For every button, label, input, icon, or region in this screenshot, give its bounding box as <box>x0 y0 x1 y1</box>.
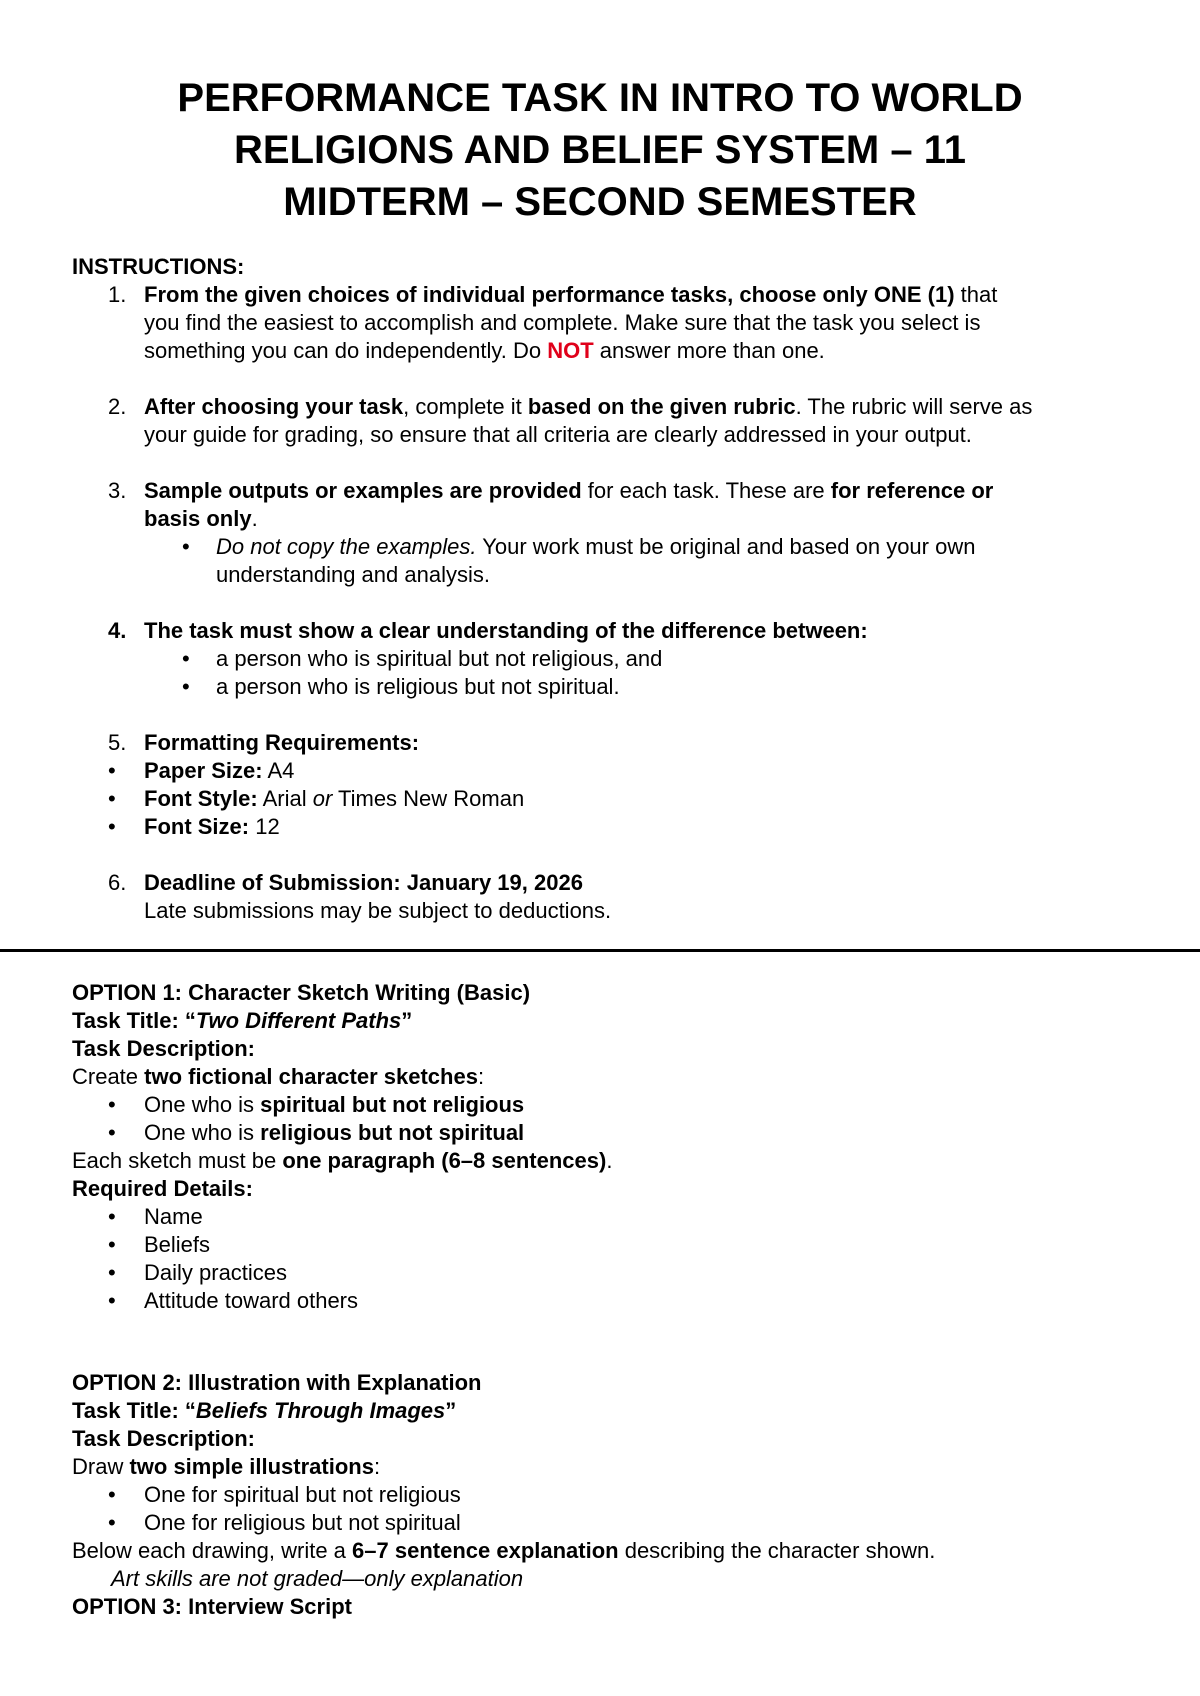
instruction-1-line-3b: answer more than one. <box>593 338 825 363</box>
option-2-bullet-2: One for religious but not spiritual <box>144 1510 461 1535</box>
instruction-4-bullet-2: a person who is religious but not spiritual. <box>216 674 620 699</box>
option-2-below-line <box>72 1537 935 1565</box>
option-1-each-line <box>72 1147 612 1175</box>
option-1-b2b: religious but not spiritual <box>260 1120 525 1145</box>
option-1-required-label: Required Details: <box>72 1176 253 1201</box>
paper-size-label: Paper Size: <box>144 758 263 783</box>
option-2-below-c: describing the character shown. <box>618 1538 936 1563</box>
option-1-bullet-2 <box>144 1119 524 1147</box>
font-style-or: or <box>312 786 333 811</box>
instruction-2-text-1: , complete it <box>403 394 528 419</box>
instruction-1-not-emphasis: NOT <box>547 338 594 363</box>
bullet-icon <box>108 813 116 841</box>
option-1-create-c: : <box>477 1064 485 1089</box>
instruction-1-line-3a: something you can do independently. Do <box>144 338 548 363</box>
font-style-value-1: Arial <box>257 786 313 811</box>
option-1-bullet-1 <box>144 1091 524 1119</box>
instruction-5-number: 5. <box>108 730 127 755</box>
option-2-draw-c: : <box>373 1454 381 1479</box>
option-2-below-b: 6–7 sentence explanation <box>352 1538 619 1563</box>
instruction-3-sub-rest: Your work must be original and based on your own <box>476 534 976 559</box>
option-2-title-label: Task Title: “ <box>72 1398 196 1423</box>
option-1-title-label: Task Title: “ <box>72 1008 196 1033</box>
bullet-icon <box>182 673 190 701</box>
instruction-2-line-1 <box>144 393 1032 421</box>
instruction-3-number: 3. <box>108 478 127 503</box>
formatting-heading: Formatting Requirements: <box>144 730 420 755</box>
font-size-value: 12 <box>249 814 280 839</box>
bullet-icon <box>108 1119 116 1147</box>
instruction-1-bold: From the given choices of individual performance tasks, choose only ONE (1) <box>144 282 955 307</box>
bullet-icon <box>182 533 190 561</box>
font-size-line <box>144 813 280 841</box>
instruction-4-number: 4. <box>108 618 127 643</box>
instruction-4-bullet-1: a person who is spiritual but not religious, and <box>216 646 663 671</box>
document-title <box>0 72 1200 228</box>
option-1-detail-1: Name <box>144 1204 203 1229</box>
instruction-2-number: 2. <box>108 394 127 419</box>
option-2-note: Art skills are not graded—only explanation <box>111 1566 524 1591</box>
option-2-draw-a: Draw <box>72 1454 130 1479</box>
option-1-detail-4: Attitude toward others <box>144 1288 359 1313</box>
option-2-below-a: Below each drawing, write a <box>72 1538 353 1563</box>
option-1-each-a: Each sketch must be <box>72 1148 283 1173</box>
option-3-heading: OPTION 3: Interview Script <box>72 1594 352 1619</box>
instruction-3-text-1: for each task. These are <box>581 478 831 503</box>
instruction-1-number: 1. <box>108 282 127 307</box>
instruction-3-line-2 <box>144 505 258 533</box>
option-2-title-end: ” <box>445 1398 457 1423</box>
instruction-4-text: The task must show a clear understanding of the difference between: <box>144 618 868 643</box>
option-1-description-label: Task Description: <box>72 1036 255 1061</box>
bullet-icon <box>182 645 190 673</box>
instruction-2-bold-2: based on the given rubric <box>527 394 796 419</box>
instruction-3-bold-2: for reference or <box>830 478 994 503</box>
font-style-value-2: Times New Roman <box>332 786 525 811</box>
instruction-3-italic: Do not copy the examples. <box>216 534 477 559</box>
bullet-icon <box>108 757 116 785</box>
paper-size-value: A4 <box>262 758 295 783</box>
option-1-each-b: one paragraph (6–8 sentences) <box>282 1148 607 1173</box>
option-1-task-title <box>72 1007 412 1035</box>
option-1-create-line <box>72 1063 484 1091</box>
bullet-icon <box>108 1287 116 1315</box>
title-line-3: MIDTERM – SECOND SEMESTER <box>283 180 917 224</box>
option-1-heading: OPTION 1: Character Sketch Writing (Basic) <box>72 980 531 1005</box>
instruction-1-line-3 <box>144 337 825 365</box>
bullet-icon <box>108 1091 116 1119</box>
bullet-icon <box>108 1231 116 1259</box>
title-line-1: PERFORMANCE TASK IN INTRO TO WORLD <box>177 76 1023 120</box>
option-2-draw-b: two simple illustrations <box>129 1454 374 1479</box>
option-2-task-title <box>72 1397 456 1425</box>
paper-size-line <box>144 757 294 785</box>
bullet-icon <box>108 1259 116 1287</box>
option-1-create-b: two fictional character sketches <box>144 1064 478 1089</box>
instruction-1-line-2: you find the easiest to accomplish and complete. Make sure that the task you select is <box>144 310 981 335</box>
title-line-2: RELIGIONS AND BELIEF SYSTEM – 11 <box>234 128 966 172</box>
instructions-heading: INSTRUCTIONS: <box>72 254 245 279</box>
instruction-2-line-2: your guide for grading, so ensure that all criteria are clearly addressed in your output. <box>144 422 972 447</box>
instruction-2-bold-1: After choosing your task <box>144 394 404 419</box>
option-2-title-value: Beliefs Through Images <box>195 1398 446 1423</box>
option-1-detail-3: Daily practices <box>144 1260 288 1285</box>
instruction-1-line-1 <box>144 281 997 309</box>
instruction-3-basis-only: basis only <box>144 506 252 531</box>
instruction-6-number: 6. <box>108 870 127 895</box>
option-2-draw-line <box>72 1453 380 1481</box>
instruction-2-text-2: . The rubric will serve as <box>795 394 1033 419</box>
option-1-b1b: spiritual but not religious <box>260 1092 525 1117</box>
bullet-icon <box>108 785 116 813</box>
option-1-b1a: One who is <box>144 1092 261 1117</box>
instruction-1-rest: that <box>954 282 998 307</box>
option-2-bullet-1: One for spiritual but not religious <box>144 1482 461 1507</box>
option-1-create-a: Create <box>72 1064 145 1089</box>
instruction-3-sub-line-1 <box>216 533 975 561</box>
section-divider <box>0 949 1200 952</box>
deadline-heading: Deadline of Submission: January 19, 2026 <box>144 870 583 895</box>
instruction-3-bold-1: Sample outputs or examples are provided <box>144 478 582 503</box>
option-1-title-end: ” <box>401 1008 413 1033</box>
bullet-icon <box>108 1203 116 1231</box>
instruction-3-line-1 <box>144 477 993 505</box>
font-size-label: Font Size: <box>144 814 250 839</box>
font-style-line <box>144 785 524 813</box>
instruction-3-period: . <box>251 506 258 531</box>
option-1-title-value: Two Different Paths <box>195 1008 402 1033</box>
font-style-label: Font Style: <box>144 786 258 811</box>
instruction-3-sub-line-2: understanding and analysis. <box>216 562 490 587</box>
option-1-b2a: One who is <box>144 1120 261 1145</box>
option-2-heading: OPTION 2: Illustration with Explanation <box>72 1370 482 1395</box>
option-2-description-label: Task Description: <box>72 1426 255 1451</box>
bullet-icon <box>108 1481 116 1509</box>
option-1-each-c: . <box>606 1148 613 1173</box>
bullet-icon <box>108 1509 116 1537</box>
deadline-note: Late submissions may be subject to deductions. <box>144 898 612 923</box>
option-1-detail-2: Beliefs <box>144 1232 211 1257</box>
